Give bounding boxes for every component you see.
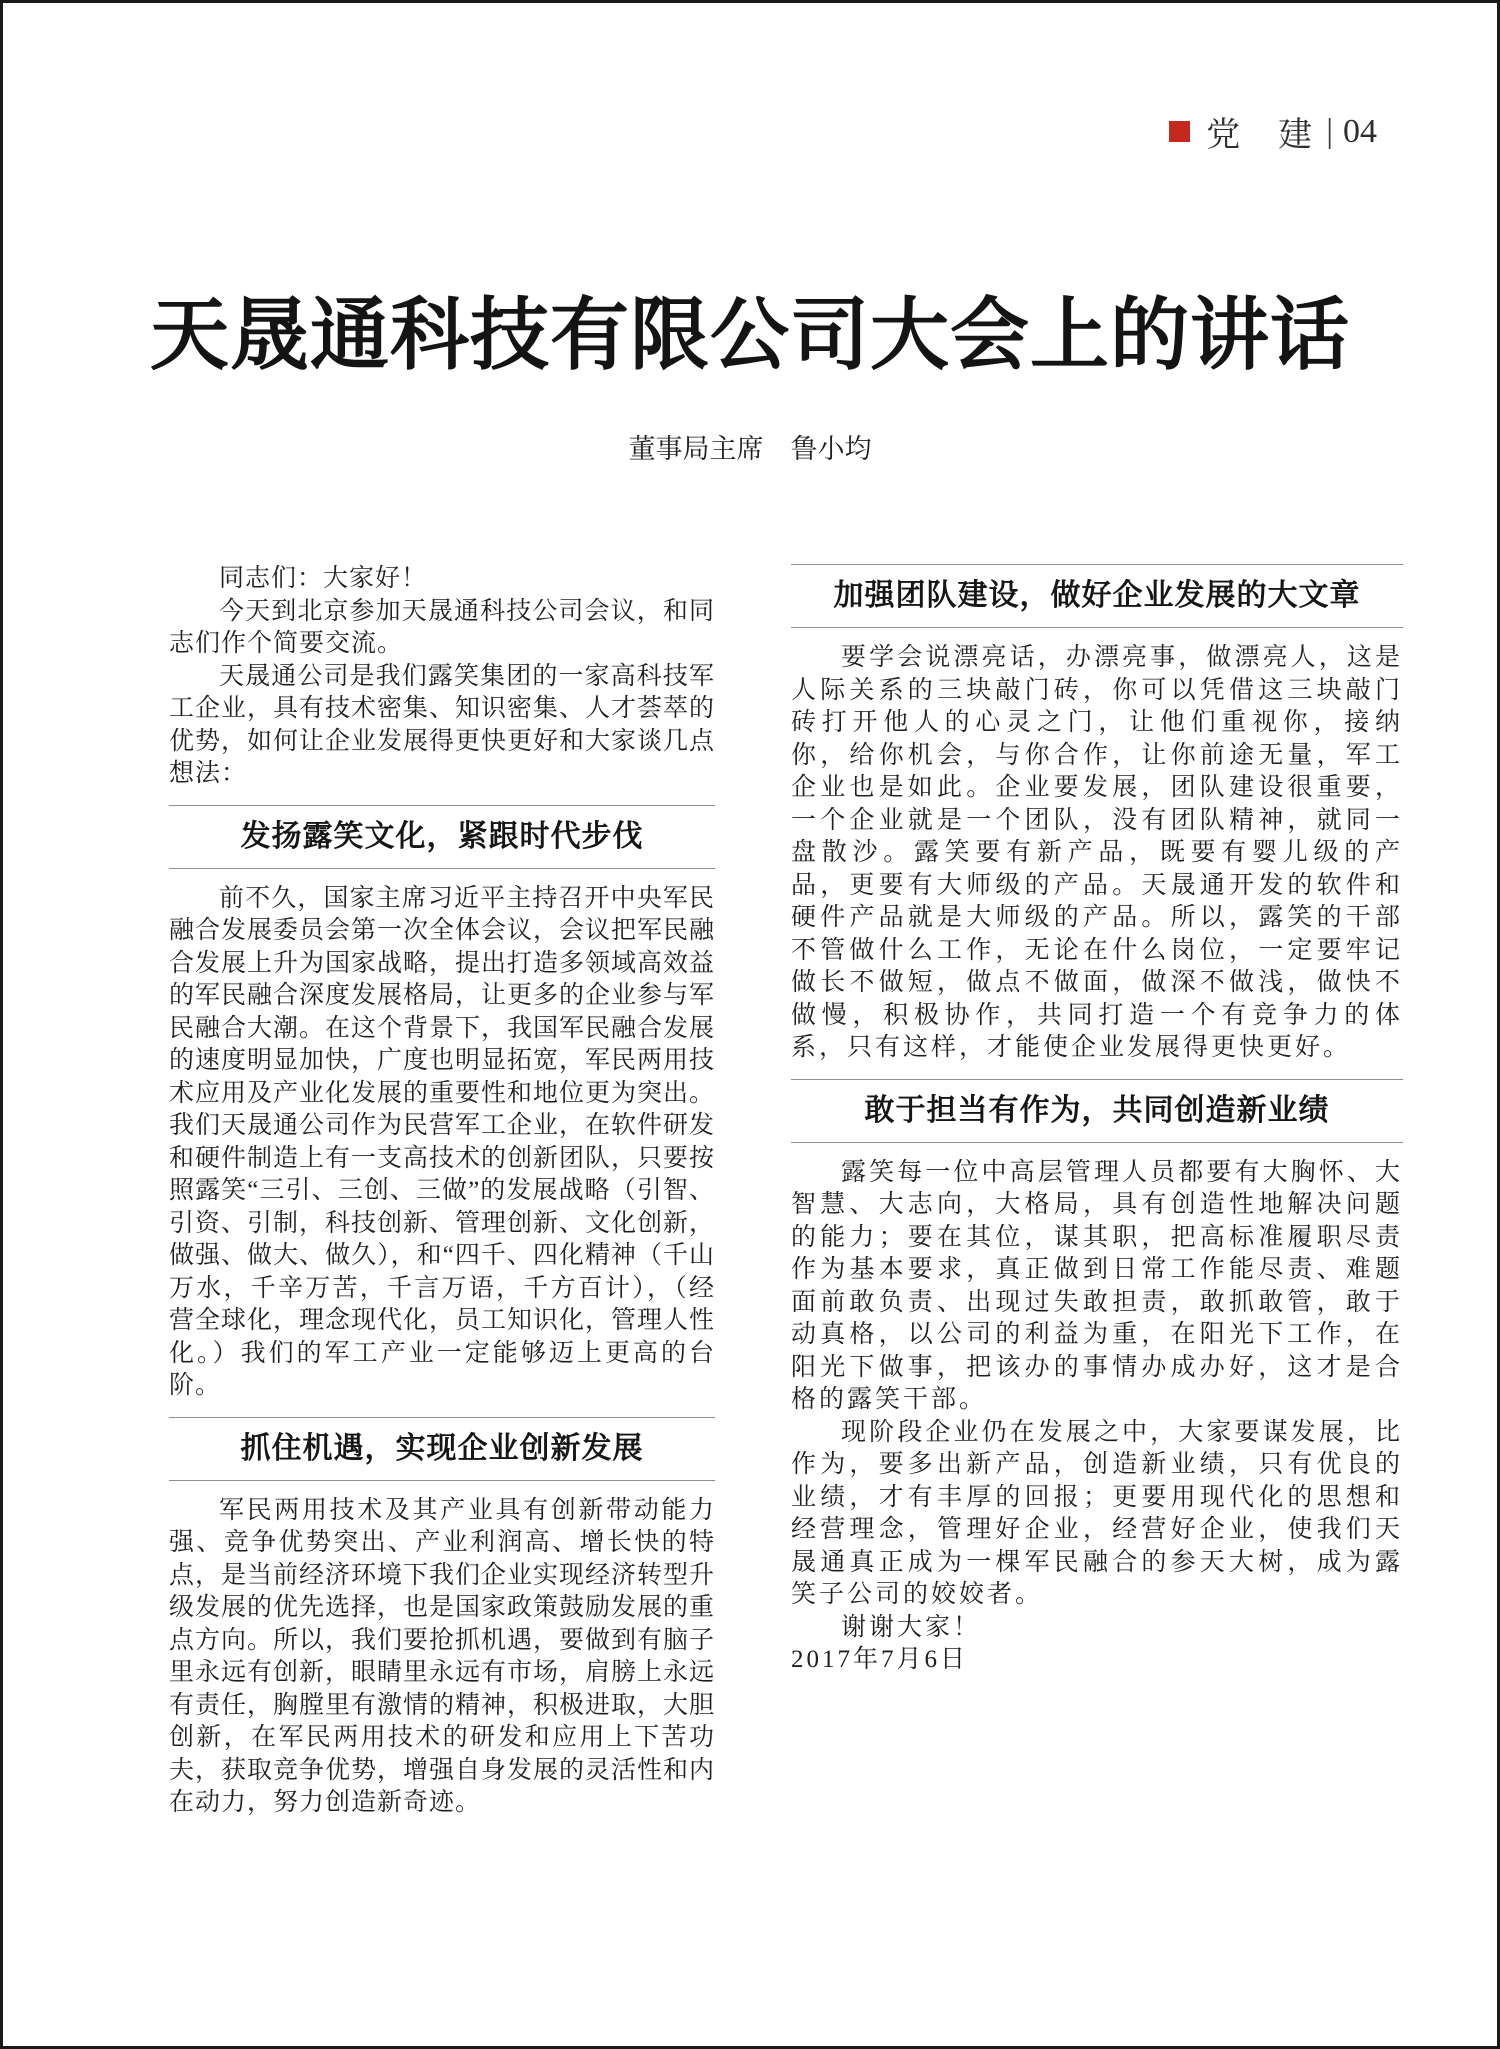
body-paragraph: 现阶段企业仍在发展之中，大家要谋发展，比作为，要多出新产品，创造新业绩，只有优良的业绩，才有丰厚的回报；更要用现代化的思想和经营理念，管理好企业，经营好企业，使我们天晟通真正成为一棵军民融合的参天大树，成为露笑子公司的姣姣者。: [791, 1418, 1403, 1608]
section-heading-box: [169, 1417, 715, 1481]
section-label: 党 建: [1206, 117, 1315, 154]
section-heading-box: [791, 564, 1403, 628]
right-column: [791, 551, 1403, 1677]
left-column: [169, 563, 715, 1820]
page-number: 04: [1343, 112, 1377, 150]
section-heading: 抓住机遇，实现企业创新发展: [240, 1431, 644, 1465]
header-separator: |: [1326, 112, 1333, 150]
section-heading: 加强团队建设，做好企业发展的大文章: [833, 579, 1361, 612]
section-marker-icon: [1169, 121, 1190, 142]
body-paragraph: 天晟通公司是我们露笑集团的一家高科技军工企业，具有技术密集、知识密集、人才荟萃的优势，如何让企业发展得更快更好和大家谈几点想法：: [169, 662, 716, 787]
body-paragraph: 同志们：大家好！: [219, 565, 428, 592]
body-paragraph: 今天到北京参加天晟通科技公司会议，和同志们作个简要交流。: [169, 597, 715, 657]
section-heading-box: [169, 805, 715, 869]
section-heading: 敢于担当有作为，共同创造新业绩: [864, 1093, 1330, 1127]
page-header: [1169, 107, 1377, 156]
body-paragraph: 前不久，国家主席习近平主持召开中央军民融合发展委员会第一次全体会议，会议把军民融合发展上升为国家战略，提出打造多领域高效益的军民融合深度发展格局，让更多的企业参与军民融合大潮。在这个背景下，我国军民融合发展的速度明显加快，广度也明显拓宽，军民两用技术应用及产业化发展的重要性和地位更为突出。我们天晟通公司作为民营军工企业，在软件研发和硬件制造上有一支高技术的创新团队，只要按照露笑“三引、三创、三做”的发展战略（引智、引资、引制，科技创新、管理创新、文化创新，做强、做大、做久），和“四千、四化精神（千山万水，千辛万苦，千言万语，千方百计），（经营全球化，理念现代化，员工知识化，管理人性化。）我们的军工产业一定能够迈上更高的台阶。: [169, 884, 716, 1399]
section-heading: 发扬露笑文化，紧跟时代步伐: [240, 819, 644, 853]
body-paragraph: 露笑每一位中高层管理人员都要有大胸怀、大智慧、大志向，大格局，具有创造性地解决问题的能力；要在其位，谋其职，把高标准履职尽责作为基本要求，真正做到日常工作能尽责、难题面前敢负责、出现过失敢担责，敢抓敢管，敢于动真格，以公司的利益为重，在阳光下工作，在阳光下做事，把该办的事情办成办好，这才是合格的露笑干部。: [791, 1158, 1403, 1413]
article-byline: 董事局主席 鲁小均: [628, 434, 872, 464]
article-title: 天晟通科技有限公司大会上的讲话: [150, 290, 1350, 379]
body-paragraph: 谢谢大家！: [841, 1613, 982, 1641]
body-paragraph: 军民两用技术及其产业具有创新带动能力强、竞争优势突出、产业利润高、增长快的特点，是当前经济环境下我们企业实现经济转型升级发展的优先选择，也是国家政策鼓励发展的重点方向。所以，我们要抢抓机遇，要做到有脑子里永远有创新，眼睛里永远有市场，肩膀上永远有责任，胸膛里有激情的精神，积极进取，大胆创新，在军民两用技术的研发和应用上下苦功夫，获取竞争优势，增强自身发展的灵活性和内在动力，努力创造新奇迹。: [169, 1496, 716, 1816]
document-date: 2017年7月6日: [791, 1646, 969, 1673]
body-paragraph: 要学会说漂亮话，办漂亮事，做漂亮人，这是人际关系的三块敲门砖，你可以凭借这三块敲门砖打开他人的心灵之门，让他们重视你，接纳你，给你机会，与你合作，让你前途无量，军工企业也是如此。企业要发展，团队建设很重要，一个企业就是一个团队，没有团队精神，就同一盘散沙。露笑要有新产品，既要有婴儿级的产品，更要有大师级的产品。天晟通开发的软件和硬件产品就是大师级的产品。所以，露笑的干部不管做什么工作，无论在什么岗位，一定要牢记做长不做短，做点不做面，做深不做浅，做快不做慢，积极协作，共同打造一个有竞争力的体系，只有这样，才能使企业发展得更快更好。: [791, 644, 1403, 1061]
section-heading-box: [791, 1079, 1403, 1143]
